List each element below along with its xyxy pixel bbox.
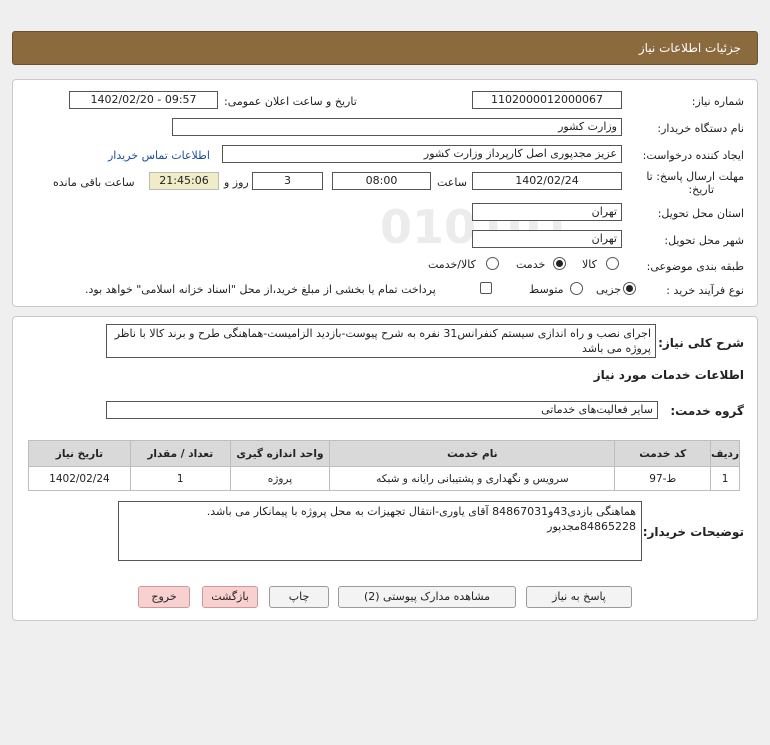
attachments-button[interactable]: مشاهده مدارک پیوستی (2) bbox=[338, 586, 516, 608]
category-option-goods-service: کالا/خدمت bbox=[428, 258, 476, 271]
cell-row: 1 bbox=[711, 467, 740, 491]
col-row-header: ردیف bbox=[711, 441, 740, 467]
table-row bbox=[29, 467, 740, 491]
buyer-org-field: وزارت کشور bbox=[172, 118, 622, 136]
process-radio-minor[interactable] bbox=[623, 282, 636, 295]
summary-label: شرح کلی نیاز: bbox=[658, 336, 744, 350]
buyer-notes-line-2: 84865228مجدپور bbox=[547, 520, 636, 533]
creator-label: ایجاد کننده درخواست: bbox=[642, 149, 744, 162]
service-group-field: سایر فعالیت‌های خدماتی bbox=[106, 401, 658, 419]
cell-code: ط-97 bbox=[615, 467, 711, 491]
buyer-notes-line-1: هماهنگی بازدی43و84867031 آقای یاوری-انتقال تجهیزات به محل پروژه با پیمانکار می باشد. bbox=[206, 505, 636, 518]
province-field: تهران bbox=[472, 203, 622, 221]
back-button[interactable]: بازگشت bbox=[202, 586, 258, 608]
exit-button[interactable]: خروج bbox=[138, 586, 190, 608]
buyer-org-label: نام دستگاه خریدار: bbox=[657, 122, 744, 135]
category-option-service: خدمت bbox=[516, 258, 546, 271]
treasury-payment-note: پرداخت تمام یا بخشی از مبلغ خرید،از محل "اسناد خزانه اسلامی" خواهد بود. bbox=[85, 283, 436, 296]
table-header-row bbox=[29, 441, 740, 467]
buyer-notes-label: توضیحات خریدار: bbox=[642, 525, 744, 539]
creator-field: عزیز مجدپوری اصل کارپرداز وزارت کشور bbox=[222, 145, 622, 163]
process-radio-medium[interactable] bbox=[570, 282, 583, 295]
deadline-date-field: 1402/02/24 bbox=[472, 172, 622, 190]
process-option-medium: متوسط bbox=[529, 283, 564, 296]
days-label: روز و bbox=[224, 176, 249, 189]
deadline-time-field: 08:00 bbox=[332, 172, 431, 190]
col-unit-header: واحد اندازه گیری bbox=[230, 441, 330, 467]
cell-date: 1402/02/24 bbox=[29, 467, 131, 491]
announce-label: تاریخ و ساعت اعلان عمومی: bbox=[224, 95, 357, 108]
services-title: اطلاعات خدمات مورد نیاز bbox=[593, 368, 744, 382]
print-button[interactable]: چاپ bbox=[269, 586, 329, 608]
category-label: طبقه بندی موضوعی: bbox=[646, 260, 744, 273]
category-radio-goods[interactable] bbox=[606, 257, 619, 270]
deadline-label-2: تاریخ: bbox=[688, 183, 714, 196]
cell-name: سرویس و نگهداری و پشتیبانی رایانه و شبکه bbox=[330, 467, 615, 491]
col-date-header: تاریخ نیاز bbox=[29, 441, 131, 467]
need-number-label: شماره نیاز: bbox=[691, 95, 744, 108]
services-table bbox=[28, 440, 740, 491]
process-option-minor: جزیی bbox=[596, 283, 622, 296]
city-field: تهران bbox=[472, 230, 622, 248]
city-label: شهر محل تحویل: bbox=[664, 234, 744, 247]
category-radio-goods-service[interactable] bbox=[486, 257, 499, 270]
cell-unit: پروژه bbox=[230, 467, 330, 491]
cell-qty: 1 bbox=[130, 467, 230, 491]
reply-button[interactable]: پاسخ به نیاز bbox=[526, 586, 632, 608]
col-code-header: کد خدمت bbox=[615, 441, 711, 467]
remaining-time-field: 21:45:06 bbox=[149, 172, 219, 190]
col-name-header: نام خدمت bbox=[330, 441, 615, 467]
category-option-goods: کالا bbox=[582, 258, 597, 271]
page-title: جزئیات اطلاعات نیاز bbox=[638, 41, 741, 55]
col-qty-header: تعداد / مقدار bbox=[130, 441, 230, 467]
treasury-payment-checkbox[interactable] bbox=[480, 282, 492, 294]
need-number-field: 1102000012000067 bbox=[472, 91, 622, 109]
buyer-contact-link[interactable]: اطلاعات تماس خریدار bbox=[108, 149, 210, 162]
category-radio-service[interactable] bbox=[553, 257, 566, 270]
buyer-notes-field bbox=[118, 501, 642, 561]
province-label: استان محل تحویل: bbox=[657, 207, 744, 220]
deadline-label-1: مهلت ارسال پاسخ: تا bbox=[646, 170, 744, 183]
process-label: نوع فرآیند خرید : bbox=[666, 284, 744, 297]
remaining-label: ساعت باقی مانده bbox=[53, 176, 135, 189]
deadline-time-label: ساعت bbox=[437, 176, 467, 189]
summary-field: اجرای نصب و راه اندازی سیستم کنفرانس31 نفره به شرح پیوست-بازدید الزامیست-هماهنگی طرح و برند کالا با ناظر پروژه می باشد bbox=[106, 324, 656, 358]
page-header bbox=[12, 31, 758, 65]
days-field: 3 bbox=[252, 172, 323, 190]
announce-field: 1402/02/20 - 09:57 bbox=[69, 91, 218, 109]
service-group-label: گروه خدمت: bbox=[670, 404, 744, 418]
